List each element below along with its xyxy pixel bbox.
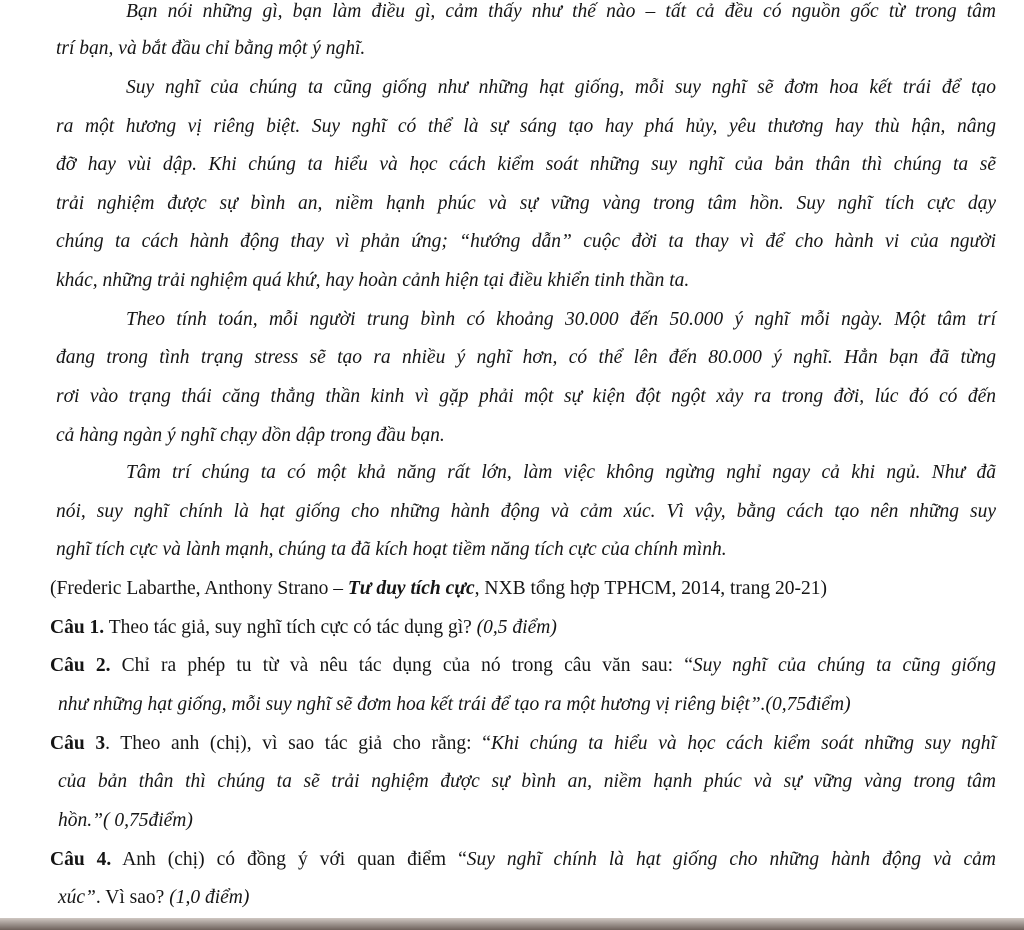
question-3-line-1 bbox=[50, 731, 996, 757]
page-bottom-edge bbox=[0, 918, 1024, 930]
citation-publisher: , NXB tổng hợp TPHCM, 2014, trang 20-21) bbox=[474, 578, 827, 599]
question-4-quote: Suy nghĩ chính là hạt giống cho những hành động và cảm bbox=[466, 849, 996, 870]
question-4-why: . Vì sao? bbox=[95, 887, 170, 908]
paragraph-2-line-2: ra một hương vị riêng biệt. Suy nghĩ có thể là sự sáng tạo hay phá hủy, yêu thương hay thù hận, nâng bbox=[56, 116, 996, 137]
question-3-line-2: của bản thân thì chúng ta sẽ trải nghiệm được sự bình an, niềm hạnh phúc và sự vững vàng trong tâm bbox=[58, 771, 996, 792]
question-2-line-1 bbox=[50, 653, 996, 679]
paragraph-1-line-1: Bạn nói những gì, bạn làm điều gì, cảm thấy như thế nào – tất cả đều có nguồn gốc từ trong tâm bbox=[126, 1, 996, 22]
paragraph-2-line-4: trải nghiệm được sự bình an, niềm hạnh phúc và sự vững vàng trong tâm hồn. Suy nghĩ tích cực dạy bbox=[56, 193, 996, 214]
paragraph-2-line-5: chúng ta cách hành động thay vì phản ứng; “hướng dẫn” cuộc đời ta thay vì để cho hành vi của người bbox=[56, 231, 996, 252]
citation-book-title: Tư duy tích cực bbox=[347, 578, 475, 599]
question-3-label: Câu 3 bbox=[50, 733, 106, 754]
question-1 bbox=[50, 615, 996, 641]
paragraph-2-line-6: khác, những trải nghiệm quá khứ, hay hoàn cảnh hiện tại điều khiển tinh thần ta. bbox=[56, 270, 690, 291]
question-4-label: Câu 4. bbox=[50, 849, 112, 870]
question-2-quote: Suy nghĩ của chúng ta cũng giống bbox=[692, 655, 996, 676]
question-4-points: (1,0 điểm) bbox=[169, 887, 250, 908]
paragraph-4-line-2: nói, suy nghĩ chính là hạt giống cho những hành động và cảm xúc. Vì vậy, bằng cách tạo nên những suy bbox=[56, 501, 996, 522]
paragraph-3-line-4: cả hàng ngàn ý nghĩ chạy dồn dập trong đầu bạn. bbox=[56, 425, 445, 446]
question-2-text: Chỉ ra phép tu từ và nêu tác dụng của nó trong câu văn sau: “ bbox=[110, 655, 693, 676]
question-1-points: (0,5 điểm) bbox=[476, 617, 557, 638]
paragraph-3-line-2: đang trong tình trạng stress sẽ tạo ra nhiều ý nghĩ hơn, có thể lên đến 80.000 ý nghĩ. Hẳn bạn đã từng bbox=[56, 347, 996, 368]
paragraph-2-line-1: Suy nghĩ của chúng ta cũng giống như những hạt giống, mỗi suy nghĩ sẽ đơm hoa kết trái để tạo bbox=[126, 77, 996, 98]
question-1-label: Câu 1. bbox=[50, 617, 105, 638]
question-4-quote-end: xúc” bbox=[58, 887, 96, 908]
question-4-line-2 bbox=[58, 885, 996, 911]
question-3-quote: Khi chúng ta hiểu và học cách kiểm soát những suy nghĩ bbox=[490, 733, 996, 754]
paragraph-3-line-1: Theo tính toán, mỗi người trung bình có khoảng 30.000 đến 50.000 ý nghĩ mỗi ngày. Một tâm trí bbox=[126, 309, 996, 330]
question-3-text: . Theo anh (chị), vì sao tác giả cho rằng: “ bbox=[105, 733, 491, 754]
paragraph-1-line-2: trí bạn, và bắt đầu chỉ bằng một ý nghĩ. bbox=[56, 38, 366, 59]
paragraph-3-line-3: rơi vào trạng thái căng thẳng thần kinh vì gặp phải một sự kiện đột ngột xảy ra trong đời, lúc đó có đến bbox=[56, 386, 996, 407]
question-2-label: Câu 2. bbox=[50, 655, 111, 676]
paragraph-4-line-3: nghĩ tích cực và lành mạnh, chúng ta đã kích hoạt tiềm năng tích cực của chính mình. bbox=[56, 539, 727, 560]
paragraph-2-line-3: đỡ hay vùi dập. Khi chúng ta hiểu và học cách kiểm soát những suy nghĩ của bản thân thì chúng ta sẽ bbox=[56, 154, 996, 175]
question-3-line-3: hồn.”( 0,75điểm) bbox=[58, 810, 193, 831]
paragraph-4-line-1: Tâm trí chúng ta có một khả năng rất lớn, làm việc không ngừng nghỉ ngay cả khi ngủ. Như đã bbox=[126, 462, 996, 483]
question-4-text: Anh (chị) có đồng ý với quan điểm “ bbox=[111, 849, 467, 870]
question-4-line-1 bbox=[50, 847, 996, 873]
question-2-line-2: như những hạt giống, mỗi suy nghĩ sẽ đơm hoa kết trái để tạo ra một hương vị riêng biệt”.(0,75điểm) bbox=[58, 694, 851, 715]
question-1-text: Theo tác giả, suy nghĩ tích cực có tác dụng gì? bbox=[104, 617, 477, 638]
source-citation bbox=[50, 576, 996, 602]
citation-authors: (Frederic Labarthe, Anthony Strano – bbox=[50, 578, 348, 599]
